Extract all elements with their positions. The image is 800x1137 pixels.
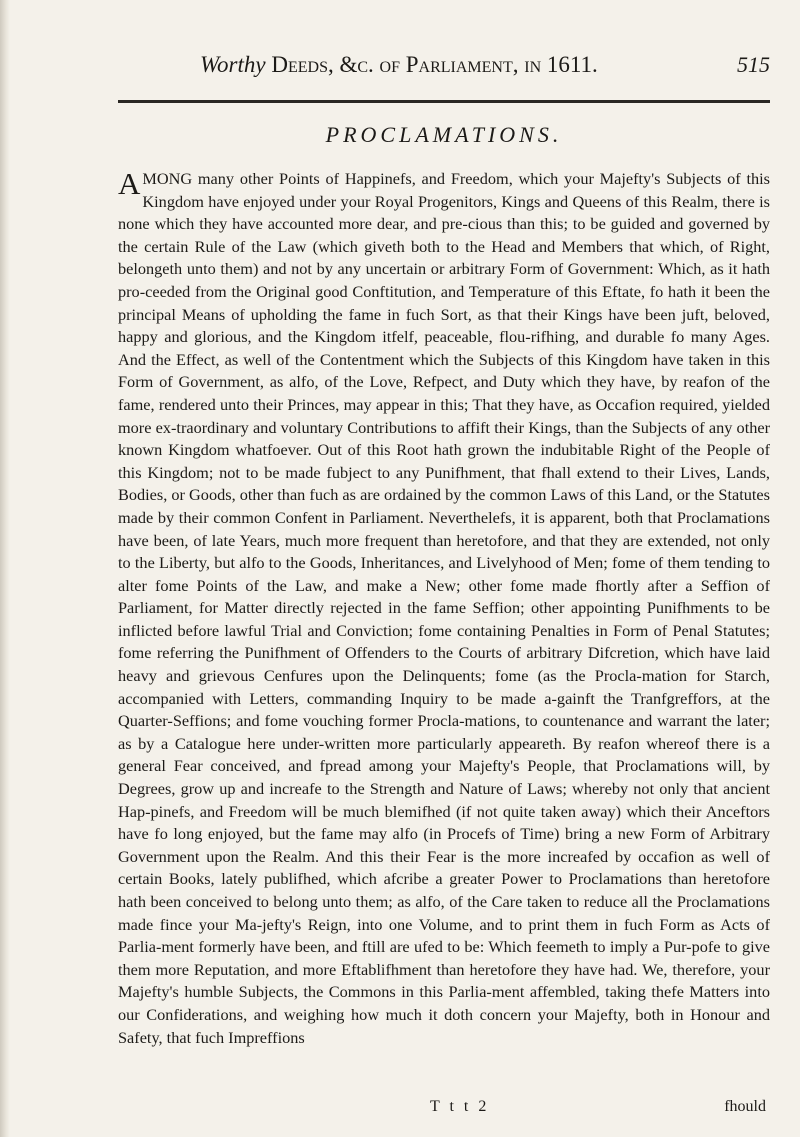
running-title-italic: Worthy xyxy=(200,52,266,77)
running-header xyxy=(200,48,770,84)
header-rule xyxy=(118,100,770,103)
page-number: 515 xyxy=(737,52,770,77)
running-title xyxy=(200,52,598,78)
catchword: fhould xyxy=(724,1098,766,1115)
body-paragraph xyxy=(118,168,770,1098)
page-footer xyxy=(118,1098,770,1122)
section-heading: PROCLAMATIONS. xyxy=(325,122,563,147)
body-text: MONG many other Points of Happinefs, and Freedom, which your Majefty's Subjects of this Kingdom have enjoyed under your Royal Progenitors, Kings and Queens of this Realm, there is none which they have accounted more dear, and pre-cious than this; to be guided and governed by the certain Rule of the Law (which giveth both to the Head and Members that which, of Right, belongeth unto them) and not by any uncertain or arbitrary Form of Government: Which, as it hath pro-ceeded from the Original good Conftitution, and Temperature of this Eftate, fo hath it been the principal Means of upholding the fame in fuch Sort, as that their Kings have been juft, beloved, happy and glorious, and the Kingdom itfelf, peaceable, flou-rifhing, and durable fo many Ages. And the Effect, as well of the Contentment which the Subjects of this Kingdom have taken in this Form of Government, as alfo, of the Love, Refpect, and Duty which they have, by reafon of the fame, rendered unto their Princes, may appear in this; That they have, as Occafion required, yielded more ex-traordinary and voluntary Contributions to affift their Kings, than the Subjects of any other known Kingdom whatfoever. Out of this Root hath grown the indubitable Right of the People of this Kingdom; not to be made fubject to any Punifhment, that fhall extend to their Lives, Lands, Bodies, or Goods, other than fuch as are ordained by the common Laws of this Land, or the Statutes made by their common Confent in Parliament. Neverthelefs, it is apparent, both that Proclamations have been, of late Years, much more frequent than heretofore, and that they are extended, not only to the Liberty, but alfo to the Goods, Inheritances, and Livelyhood of Men; fome of them tending to alter fome Points of the Law, and make a New; other fome made fhortly after a Seffion of Parliament, for Matter directly rejected in the fame Seffion; other appointing Punifhments to be inflicted before lawful Trial and Conviction; fome containing Penalties in Form of Penal Statutes; fome referring the Punifhment of Offenders to the Courts of arbitrary Difcretion, which have laid heavy and grievous Cenfures upon the Delinquents; fome (as the Procla-mation for Starch, accompanied with Letters, commanding Inquiry to be made a-gainft the Tranfgreffors, at the Quarter-Seffions; and fome vouching former Procla-mations, to countenance and warrant the later; as by a Catalogue here under-written more particularly appeareth. By reafon whereof there is a general Fear conceived, and fpread among your Majefty's People, that Proclamations will, by Degrees, grow up and increafe to the Strength and Nature of Laws; whereby not only that ancient Hap-pinefs, and Freedom will be much blemifhed (if not quite taken away) which their Anceftors have fo long enjoyed, but the fame may alfo (in Procefs of Time) bring a new Form of Arbitrary Government upon the Realm. And this their Fear is the more increafed by occafion as well of certain Books, lately publifhed, which afcribe a greater Power to Proclamations than heretofore hath been conceived to belong unto them; as alfo, of the Care taken to reduce all the Proclamations made fince your Ma-jefty's Reign, into one Volume, and to print them in fuch Form as Acts of Parlia-ment formerly have been, and ftill are ufed to be: Which feemeth to imply a Pur-pofe to give them more Reputation, and more Eftablifhment than heretofore they have had. We, therefore, your Majefty's humble Subjects, the Commons in this Parlia-ment affembled, taking thefe Matters into our Confiderations, and weighing how much it doth concern your Majefty, both in Honour and Safety, that fuch Impreffions xyxy=(118,169,770,1047)
signature-mark: T t t 2 xyxy=(430,1098,490,1115)
page-binding-edge xyxy=(0,0,10,1137)
drop-cap: A xyxy=(118,168,141,201)
running-title-rest: Deeds, &c. of Parliament, in 1611. xyxy=(265,52,598,77)
